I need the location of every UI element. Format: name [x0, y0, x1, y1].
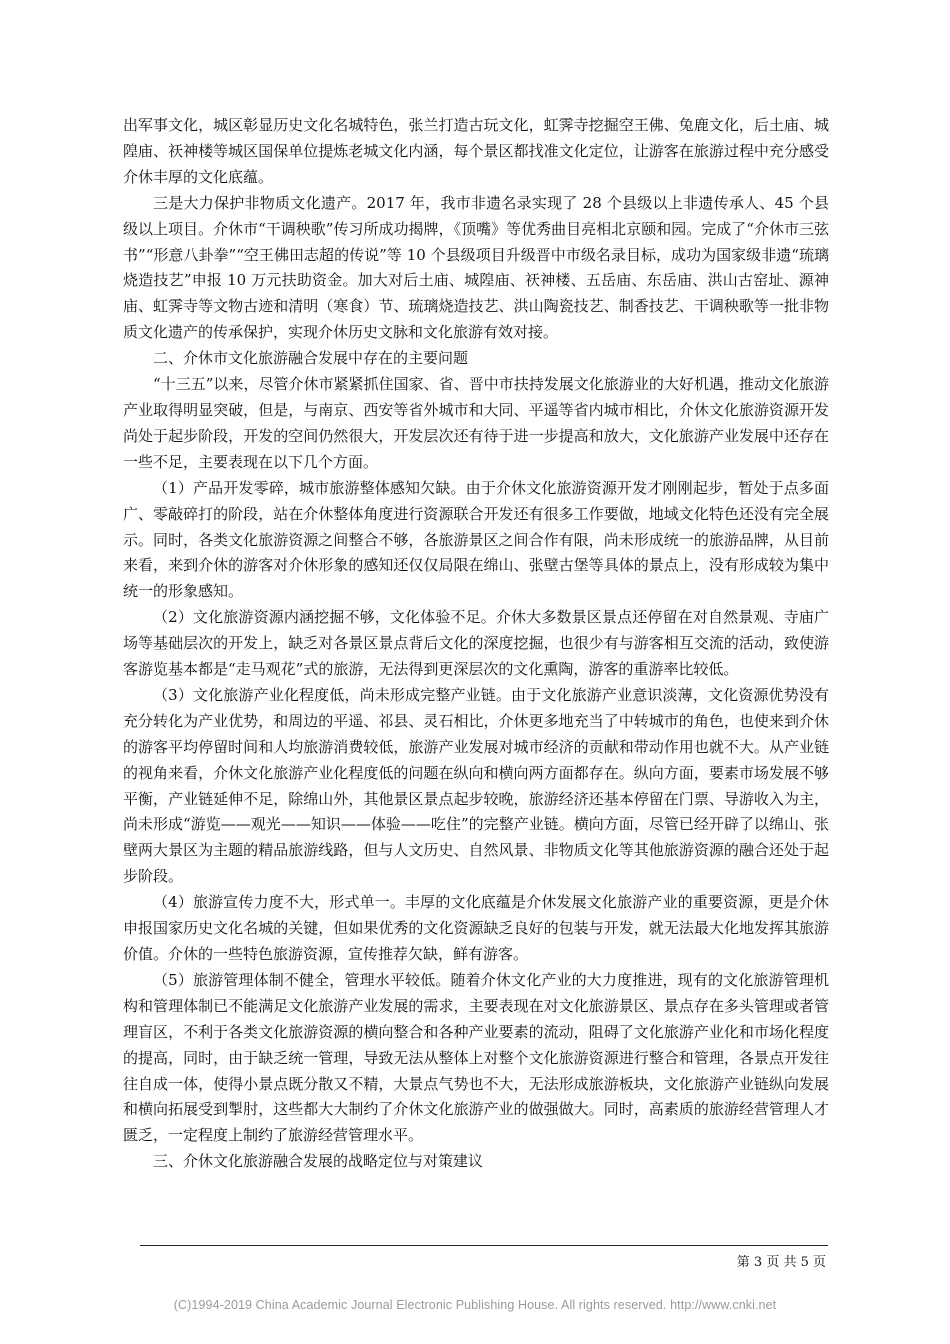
page-number: 第 3 页 共 5 页 [736, 1255, 826, 1270]
article-body [123, 113, 829, 1175]
paragraph: 出军事文化，城区彰显历史文化名城特色，张兰打造古玩文化，虹霁寺挖掘空王佛、兔鹿文化，后土庙、城隍庙、祆神楼等城区国保单位提炼老城文化内涵，每个景区都找准文化定位，让游客在旅游过程中充分感受介休丰厚的文化底蕴。 [123, 116, 829, 186]
paragraph: （2）文化旅游资源内涵挖掘不够，文化体验不足。介休大多数景区景点还停留在对自然景观、寺庙广场等基础层次的开发上，缺乏对各景区景点背后文化的深度挖掘，也很少有与游客相互交流的活动，致使游客游览基本都是“走马观花”式的旅游，无法得到更深层次的文化熏陶，游客的重游率比较低。 [123, 608, 829, 679]
copyright-watermark: (C)1994-2019 China Academic Journal Electronic Publishing House. All rights reserved. http://www.cnki.net [173, 1298, 777, 1312]
paragraph: （3）文化旅游产业化程度低，尚未形成完整产业链。由于文化旅游产业意识淡薄，文化资源优势没有充分转化为产业优势，和周边的平遥、祁县、灵石相比，介休更多地充当了中转城市的角色，也使来到介休的游客平均停留时间和人均旅游消费较低，旅游产业发展对城市经济的贡献和带动作用也就不大。从产业链的视角来看，介休文化旅游产业化程度低的问题在纵向和横向两方面都存在。纵向方面，要素市场发展不够平衡，产业链延伸不足，除绵山外，其他景区景点起步较晚，旅游经济还基本停留在门票、导游收入为主，尚未形成“游览——观光——知识——体验——吃住”的完整产业链。横向方面，尽管已经开辟了以绵山、张壁两大景区为主题的精品旅游线路，但与人文历史、自然风景、非物质文化等其他旅游资源的融合还处于起步阶段。 [123, 685, 829, 886]
paragraph: （4）旅游宣传力度不大，形式单一。丰厚的文化底蕴是介休发展文化旅游产业的重要资源，更是介休申报国家历史文化名城的关键，但如果优秀的文化资源缺乏良好的包装与开发，就无法最大化地发挥其旅游价值。介休的一些特色旅游资源，宣传推荐欠缺，鲜有游客。 [123, 893, 829, 963]
paragraph: （1）产品开发零碎，城市旅游整体感知欠缺。由于介休文化旅游资源开发才刚刚起步，暂处于点多面广、零敲碎打的阶段，站在介休整体角度进行资源联合开发还有很多工作要做，地域文化特色还没有完全展示。同时，各类文化旅游资源之间整合不够，各旅游景区之间合作有限，尚未形成统一的旅游品牌，从目前来看，来到介休的游客对介休形象的感知还仅仅局限在绵山、张壁古堡等具体的景点上，没有形成较为集中统一的形象感知。 [123, 478, 829, 601]
paragraph: 三是大力保护非物质文化遗产。2017 年，我市非遗名录实现了 28 个县级以上非遗传承人、45 个县级以上项目。介休市“干调秧歌”传习所成功揭牌，《顶嘴》等优秀曲目亮相北京颐和园。完成了“介休市三弦书”“形意八卦拳”“空王佛田志超的传说”等 10 个县级项目升级晋中市级名录目标，成功为国家级非遗“琉璃烧造技艺”申报 10 万元扶助资金。加大对后土庙、城隍庙、祆神楼、五岳庙、东岳庙、洪山古窑址、源神庙、虹霁寺等文物古迹和清明（寒食）节、琉璃烧造技艺、洪山陶瓷技艺、制香技艺、干调秧歌等一批非物质文化遗产的传承保护，实现介休历史文脉和文化旅游有效对接。 [123, 193, 829, 342]
section-heading: 二、介休市文化旅游融合发展中存在的主要问题 [153, 349, 469, 368]
section-heading: 三、介休文化旅游融合发展的战略定位与对策建议 [153, 1152, 484, 1171]
footer-divider [140, 1245, 828, 1246]
paragraph: （5）旅游管理体制不健全，管理水平较低。随着介休文化产业的大力度推进，现有的文化旅游管理机构和管理体制已不能满足文化旅游产业发展的需求，主要表现在对文化旅游景区、景点存在多头管理或者管理盲区，不利于各类文化旅游资源的横向整合和各种产业要素的流动，阻碍了文化旅游产业化和市场化程度的提高，同时，由于缺乏统一管理，导致无法从整体上对整个文化旅游资源进行整合和管理，各景点开发往往自成一体，使得小景点既分散又不精，大景点气势也不大，无法形成旅游板块，文化旅游产业链纵向发展和横向拓展受到掣肘，这些都大大制约了介休文化旅游产业的做强做大。同时，高素质的旅游经营管理人才匮乏，一定程度上制约了旅游经营管理水平。 [123, 970, 829, 1145]
paragraph: “十三五”以来，尽管介休市紧紧抓住国家、省、晋中市扶持发展文化旅游业的大好机遇，推动文化旅游产业取得明显突破，但是，与南京、西安等省外城市和大同、平遥等省内城市相比，介休文化旅游资源开发尚处于起步阶段，开发的空间仍然很大，开发层次还有待于进一步提高和放大，文化旅游产业发展中还存在一些不足，主要表现在以下几个方面。 [123, 375, 829, 471]
